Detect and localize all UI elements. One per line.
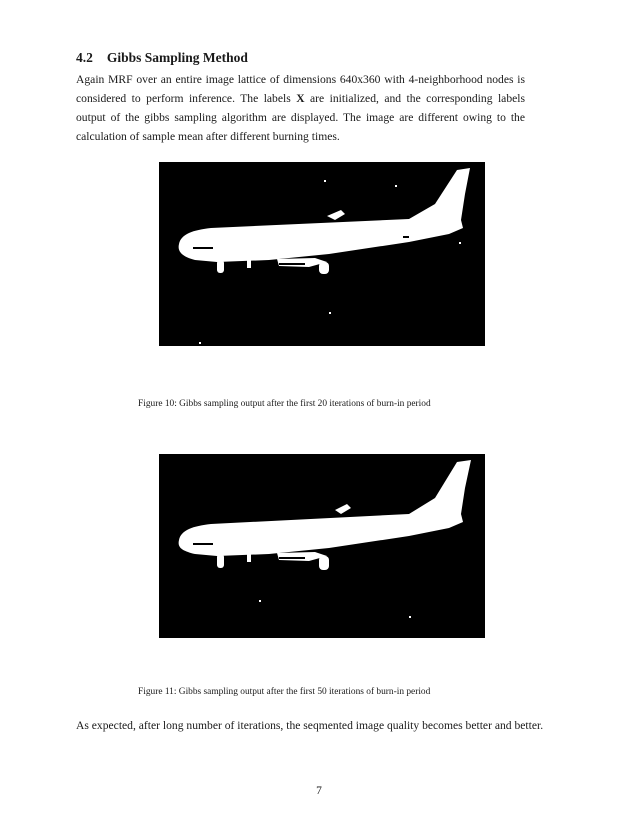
body-paragraph-2: As expected, after long number of iterations, the seqmented image quality becomes better and better. bbox=[76, 719, 544, 732]
paragraph-text-after: are initialized, and the corresponding labels output of the gibbs sampling algorithm are displayed. The image are different owing to the calculation of sample mean after different burning times. bbox=[76, 92, 525, 143]
page-number: 7 bbox=[316, 785, 322, 797]
figure-11-caption: Figure 11: Gibbs sampling output after the first 50 iterations of burn-in period bbox=[138, 687, 431, 697]
section-title: Gibbs Sampling Method bbox=[106, 50, 248, 65]
figure-10-caption: Figure 10: Gibbs sampling output after the first 20 iterations of burn-in period bbox=[138, 399, 431, 409]
figure-11-image bbox=[159, 454, 485, 638]
airplane-segmentation-2 bbox=[159, 454, 485, 638]
body-paragraph-1 bbox=[76, 70, 525, 146]
airplane-segmentation-1 bbox=[159, 162, 485, 346]
bold-symbol-x: X bbox=[296, 92, 305, 105]
section-heading bbox=[76, 50, 248, 66]
section-number: 4.2 bbox=[76, 50, 93, 65]
paragraph-text-before: Again MRF over an entire image lattice of dimensions 640x360 with 4-neighborhood nodes is considered to perform inference. The labels bbox=[76, 73, 525, 105]
figure-10-image bbox=[159, 162, 485, 346]
